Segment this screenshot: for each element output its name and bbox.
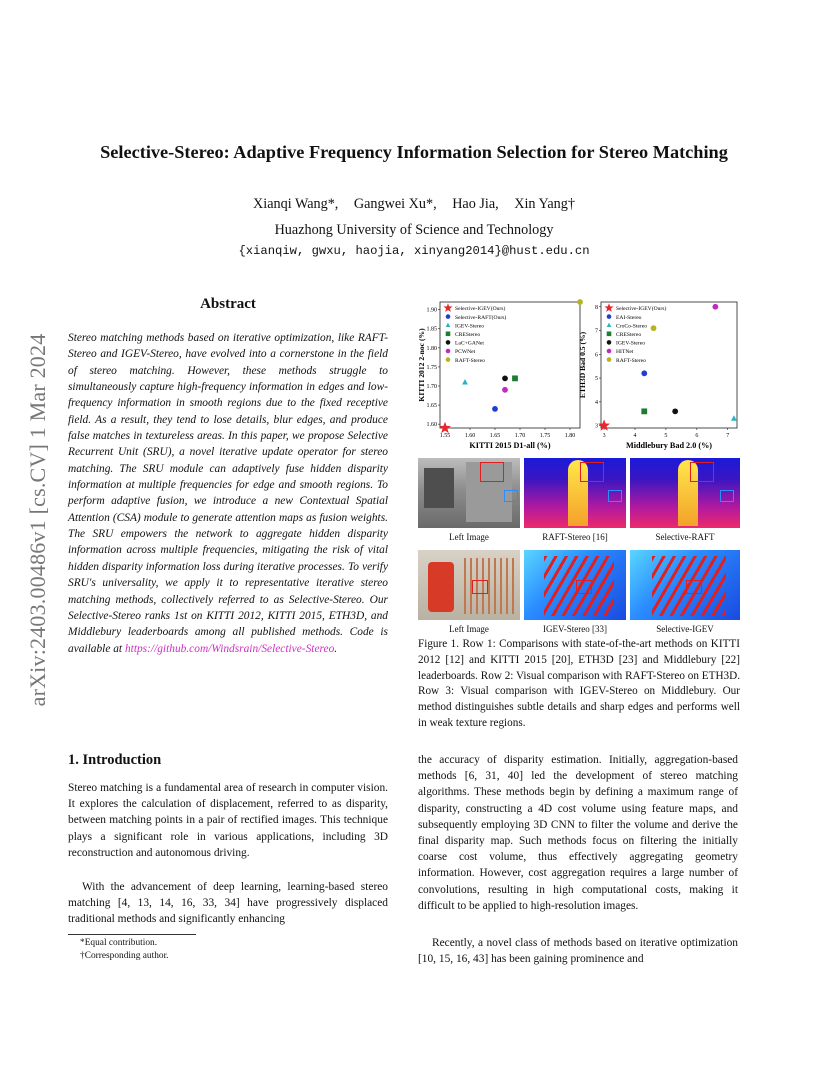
legend-marker bbox=[607, 340, 612, 345]
x-axis-label: KITTI 2015 D1-all (%) bbox=[469, 441, 551, 450]
footnote-divider bbox=[68, 934, 196, 935]
plot-frame bbox=[601, 302, 737, 428]
x-tick-label: 1.55 bbox=[439, 433, 451, 439]
author-emails: {xianqiw, gwxu, haojia, xinyang2014}@hust.edu.cn bbox=[238, 244, 590, 258]
legend-label: CroCo-Stereo bbox=[616, 323, 648, 330]
legend-label: RAFT-Stereo bbox=[616, 357, 646, 364]
author-list bbox=[40, 196, 788, 213]
y-axis-label: ETH3D Bad 0.5 (%) bbox=[578, 331, 587, 399]
row2-label-raft: RAFT-Stereo [16] bbox=[542, 532, 608, 542]
y-tick-label: 7 bbox=[595, 328, 598, 335]
legend-marker bbox=[446, 332, 451, 337]
intro-paragraph-4: Recently, a novel class of methods based on iterative optimization [10, 15, 16, 43] has been gaining prominence and bbox=[418, 937, 738, 966]
x-tick-label: 6 bbox=[695, 433, 699, 439]
y-tick-label: 1.65 bbox=[426, 403, 437, 410]
y-tick-label: 1.90 bbox=[426, 307, 437, 314]
legend-marker bbox=[607, 349, 612, 354]
figure-caption: Figure 1. Row 1: Comparisons with state-of-the-art methods on KITTI 2012 [12] and KITTI 2015 [20], ETH3D [23] and Middlebury [22] leaderboards. Row 2: Visual comparison with RAFT-Stereo on ETH3D. Row 3: Visual comparison with IGEV-Stereo on Middlebury. Our method distinguishes subtle details and sharp edges and performs well in weak texture regions. bbox=[418, 638, 740, 729]
arxiv-stamp bbox=[18, 280, 58, 760]
selective-raft-disparity bbox=[630, 458, 740, 528]
legend-label: Selective-IGEV(Ours) bbox=[616, 306, 667, 313]
legend-marker bbox=[446, 340, 451, 345]
legend-marker bbox=[443, 303, 452, 312]
introduction-heading: 1. Introduction bbox=[68, 752, 162, 768]
legend-label: IGEV-Stereo bbox=[616, 340, 645, 347]
abstract-end: . bbox=[334, 642, 338, 655]
intro-paragraph-1: Stereo matching is a fundamental area of research in computer vision. It explores the calculation of displacement, referred to as disparity, between matching points in a pair of rectified images. This technique plays a significant role in various applications, including 3D reconstruction and autonomous driving. bbox=[68, 782, 388, 859]
legend-marker bbox=[607, 323, 612, 327]
paper-title: Selective-Stereo: Adaptive Frequency Information Selection for Stereo Matching bbox=[100, 142, 728, 162]
selective-igev-disparity bbox=[630, 550, 740, 620]
x-tick-label: 1.60 bbox=[464, 433, 476, 439]
x-tick-label: 4 bbox=[633, 433, 637, 439]
x-tick-label: 3 bbox=[602, 433, 606, 439]
data-point bbox=[462, 379, 468, 385]
legend-label: Selective-RAFT(Ours) bbox=[455, 314, 507, 321]
y-tick-label: 3 bbox=[595, 423, 598, 430]
x-tick-label: 7 bbox=[726, 433, 730, 439]
data-point bbox=[641, 408, 647, 414]
legend-label: PCWNet bbox=[455, 349, 476, 356]
legend-marker bbox=[604, 303, 613, 312]
igev-stereo-disparity bbox=[524, 550, 626, 620]
raft-stereo-disparity bbox=[524, 458, 626, 528]
legend-marker bbox=[446, 314, 451, 319]
legend-marker bbox=[446, 349, 451, 354]
legend-label: CREStereo bbox=[455, 332, 481, 338]
footnote-equal: *Equal contribution. bbox=[80, 938, 158, 948]
y-tick-label: 4 bbox=[595, 399, 598, 406]
row2-label-left: Left Image bbox=[449, 532, 489, 542]
x-tick-label: 1.80 bbox=[564, 433, 576, 439]
data-point bbox=[492, 406, 498, 412]
eth3d-left-image bbox=[418, 458, 520, 528]
y-tick-label: 1.75 bbox=[426, 364, 437, 371]
legend-label: HITNet bbox=[616, 349, 634, 356]
y-tick-label: 5 bbox=[595, 376, 598, 383]
y-tick-label: 1.60 bbox=[426, 422, 437, 429]
y-tick-label: 1.80 bbox=[426, 345, 437, 352]
data-point bbox=[439, 422, 451, 433]
legend-label: Selective-IGEV(Ours) bbox=[455, 306, 506, 313]
legend-marker bbox=[607, 314, 612, 319]
data-point bbox=[672, 408, 678, 414]
y-tick-label: 6 bbox=[595, 352, 598, 359]
row3-label-left: Left Image bbox=[449, 624, 489, 634]
data-point bbox=[641, 370, 647, 376]
legend-label: IGEV-Stereo bbox=[455, 323, 484, 330]
abstract-body bbox=[68, 330, 388, 657]
x-tick-label: 1.65 bbox=[489, 433, 501, 439]
data-point bbox=[502, 375, 508, 381]
intro-paragraph-2: With the advancement of deep learning, learning-based stereo matching [4, 13, 14, 16, 33, 34] have progressively displaced traditional methods and significantly enhancing bbox=[68, 881, 388, 926]
data-point bbox=[502, 387, 508, 393]
author-1: Xianqi Wang*, bbox=[253, 196, 339, 212]
author-2: Gangwei Xu*, bbox=[353, 196, 437, 212]
code-link[interactable]: https://github.com/Windsrain/Selective-Stereo bbox=[124, 642, 335, 655]
legend-label: CREStereo bbox=[616, 332, 642, 338]
author-4: Xin Yang† bbox=[514, 196, 575, 212]
data-point bbox=[731, 415, 737, 421]
legend-label: LaC+GANet bbox=[455, 340, 484, 347]
legend-marker bbox=[607, 357, 612, 362]
author-3: Hao Jia, bbox=[452, 196, 499, 212]
y-axis-label: KITTI 2012 2-noc (%) bbox=[417, 328, 426, 402]
legend-label: RAFT-Stereo bbox=[455, 357, 485, 364]
x-axis-label: Middlebury Bad 2.0 (%) bbox=[626, 441, 712, 450]
data-point bbox=[512, 375, 518, 381]
y-tick-label: 8 bbox=[595, 304, 598, 311]
row2-label-selective-raft: Selective-RAFT bbox=[655, 532, 715, 542]
plot-frame bbox=[440, 302, 580, 428]
abstract-text: Stereo matching methods based on iterative optimization, like RAFT-Stereo and IGEV-Stereo, have evolved into a cornerstone in the field of stereo matching. However, these methods struggle to simultaneously capture high-frequency information in edges and low-frequency information in smooth regions due to the fixed receptive field. As a result, they tend to lose details, blur edges, and produce false matches in textureless areas. In this paper, we propose Selective Recurrent Unit (SRU), a novel iterative update operator for stereo matching. The SRU module can adaptively fuse hidden disparity information at multiple frequencies for edge and smooth regions. To perform adaptive fusion, we introduce a new Contextual Spatial Attention (CSA) module to generate attention maps as fusion weights. The SRU empowers the network to aggregate hidden disparity information across multiple frequencies, mitigating the risk of vital hidden disparity information loss during iterative processes. To verify SRU's universality, we apply it to representative iterative stereo matching methods, collectively referred to as Selective-Stereo. Our Selective-Stereo ranks 1st on KITTI 2012, KITTI 2015, ETH3D, and Middlebury leaderboards among all published methods. Code is available at bbox=[68, 332, 388, 655]
abstract-heading: Abstract bbox=[200, 296, 256, 312]
x-tick-label: 5 bbox=[664, 433, 668, 439]
eth3d-scatter-chart bbox=[577, 298, 741, 452]
x-tick-label: 1.70 bbox=[514, 433, 526, 439]
legend-label: EAI-Stereo bbox=[616, 314, 642, 321]
legend-marker bbox=[607, 332, 612, 337]
data-point bbox=[712, 304, 718, 310]
row3-label-igev: IGEV-Stereo [33] bbox=[543, 624, 607, 634]
affiliation: Huazhong University of Science and Technology bbox=[274, 222, 554, 238]
middlebury-left-image bbox=[418, 550, 520, 620]
intro-paragraph-3: the accuracy of disparity estimation. Initially, aggregation-based methods [6, 31, 40] led the development of stereo matching algorithms. These methods begin by defining a maximum range of disparity, constructing a 4D cost volume using feature maps, and subsequently employing 3D CNN to filter the volume and derive the final disparity map. Such methods focus on filtering the initially coarse cost volume, thus effectively aggregating geometry information. However, cost aggregation requires a large number of convolutions, resulting in high computational costs, making it difficult to be applied to high-resolution images. bbox=[418, 754, 738, 912]
legend-marker bbox=[446, 323, 451, 327]
legend-marker bbox=[446, 357, 451, 362]
arxiv-id: arXiv:2403.00486v1 [cs.CV] 1 Mar 2024 bbox=[25, 333, 50, 707]
data-point bbox=[651, 325, 657, 331]
y-tick-label: 1.85 bbox=[426, 326, 437, 333]
row3-label-selective-igev: Selective-IGEV bbox=[656, 624, 714, 634]
y-tick-label: 1.70 bbox=[426, 384, 437, 390]
kitti-scatter-chart bbox=[416, 298, 584, 452]
footnote-corresponding: †Corresponding author. bbox=[80, 951, 169, 961]
x-tick-label: 1.75 bbox=[539, 433, 551, 439]
